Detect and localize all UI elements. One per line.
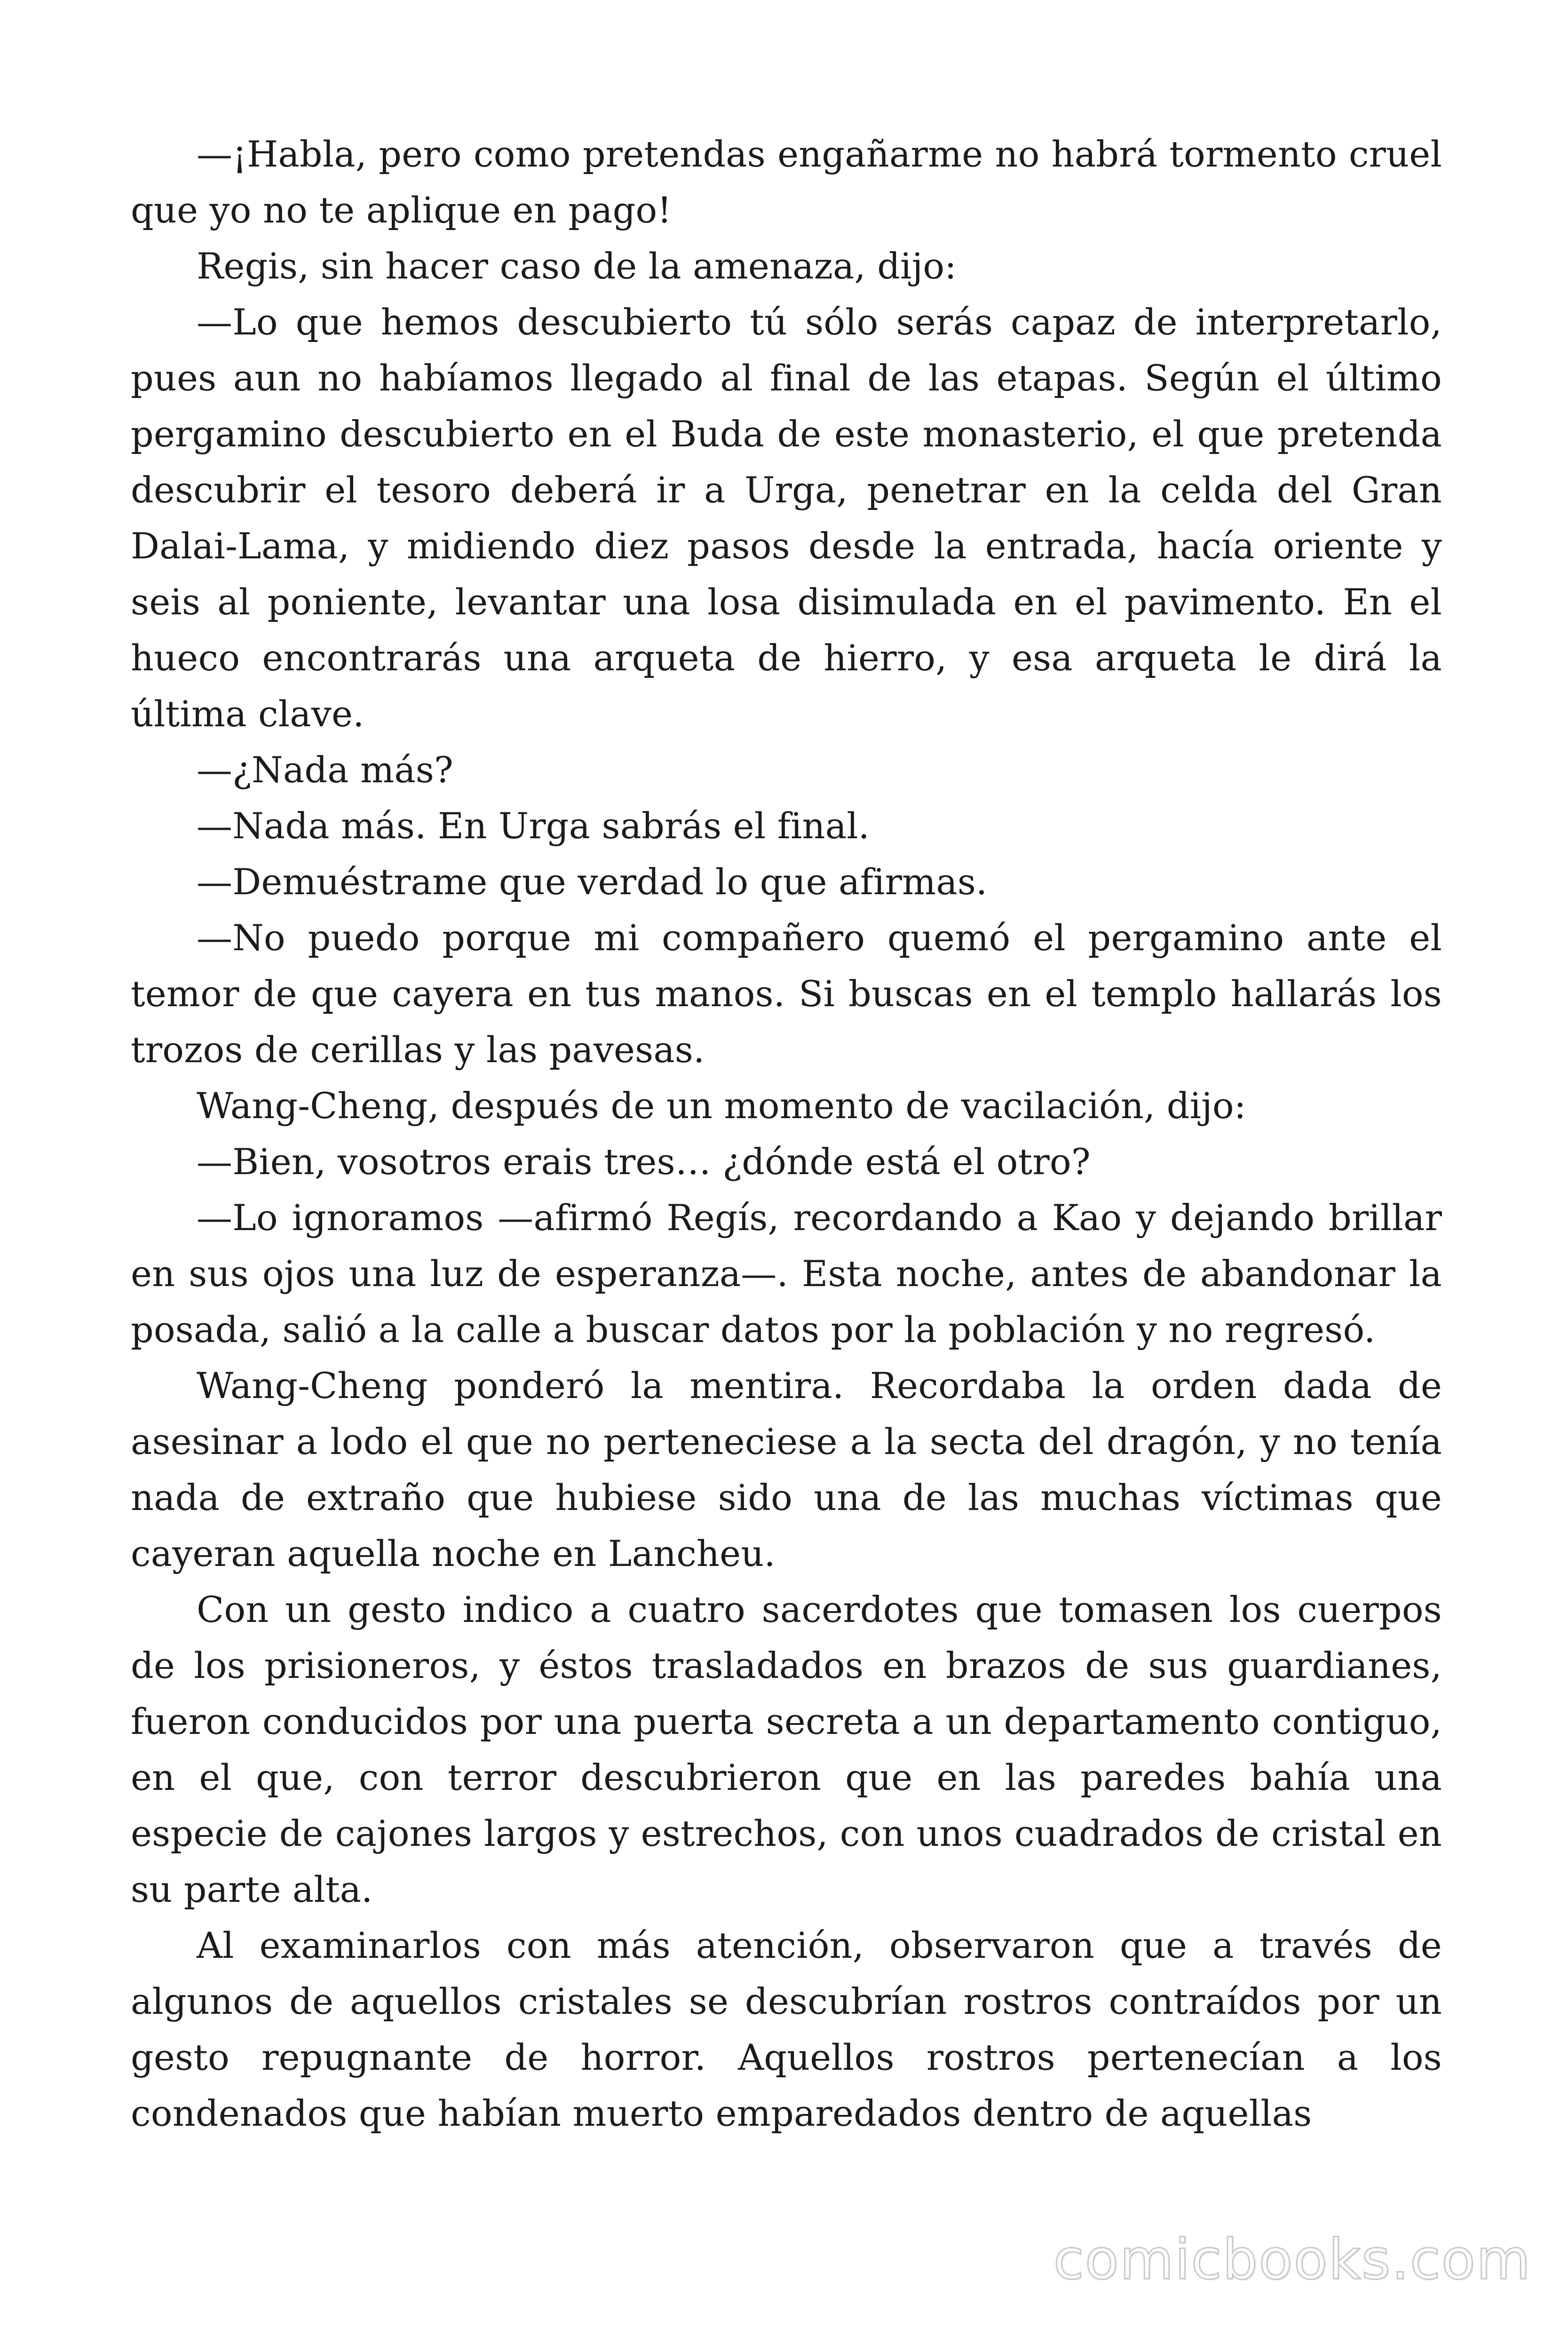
paragraph: —No puedo porque mi compañero quemó el pergamino ante el temor de que cayera en tus manos. Si buscas en el templo hallarás los trozos de cerillas y las pavesas.	[131, 917, 1442, 1071]
paragraph: Con un gesto indico a cuatro sacerdotes que tomasen los cuerpos de los prisioneros, y éstos trasladados en brazos de sus guardianes, fueron conducidos por una puerta secreta a un departamento contiguo, en el que, con terror descubrieron que en las paredes bahía una especie de cajones largos y estrechos, con unos cuadrados de cristal en su parte alta.	[131, 1589, 1442, 1910]
body-text	[131, 126, 1442, 2141]
paragraph: —Nada más. En Urga sabrás el final.	[197, 805, 870, 847]
paragraph: Regis, sin hacer caso de la amenaza, dijo:	[197, 245, 957, 287]
paragraph: —Lo ignoramos —afirmó Regís, recordando a Kao y dejando brillar en sus ojos una luz de esperanza—. Esta noche, antes de abandonar la posada, salió a la calle a buscar datos por la población y no regresó.	[131, 1197, 1442, 1351]
watermark: comicbooks.com	[1053, 2227, 1531, 2292]
paragraph: —¿Nada más?	[197, 749, 454, 791]
paragraph: —Demuéstrame que verdad lo que afirmas.	[197, 861, 988, 903]
paragraph: —¡Habla, pero como pretendas engañarme no habrá tormento cruel que yo no te aplique en pago!	[131, 133, 1442, 231]
paragraph: —Lo que hemos descubierto tú sólo serás capaz de interpretarlo, pues aun no habíamos llegado al final de las etapas. Según el último pergamino descubierto en el Buda de este monasterio, el que pretenda descubrir el tesoro deberá ir a Urga, penetrar en la celda del Gran Dalai-Lama, y midiendo diez pasos desde la entrada, hacía oriente y seis al poniente, levantar una losa disimulada en el pavimento. En el hueco encontrarás una arqueta de hierro, y esa arqueta le dirá la última clave.	[131, 301, 1442, 735]
paragraph: Al examinarlos con más atención, observaron que a través de algunos de aquellos cristales se descubrían rostros contraídos por un gesto repugnante de horror. Aquellos rostros pertenecían a los condenados que habían muerto emparedados dentro de aquellas	[131, 1924, 1442, 2134]
paragraph: Wang-Cheng ponderó la mentira. Recordaba la orden dada de asesinar a lodo el que no perteneciese a la secta del dragón, y no tenía nada de extraño que hubiese sido una de las muchas víctimas que cayeran aquella noche en Lancheu.	[131, 1365, 1442, 1574]
paragraph: Wang-Cheng, después de un momento de vacilación, dijo:	[197, 1085, 1246, 1127]
paragraph: —Bien, vosotros erais tres… ¿dónde está el otro?	[197, 1141, 1091, 1183]
